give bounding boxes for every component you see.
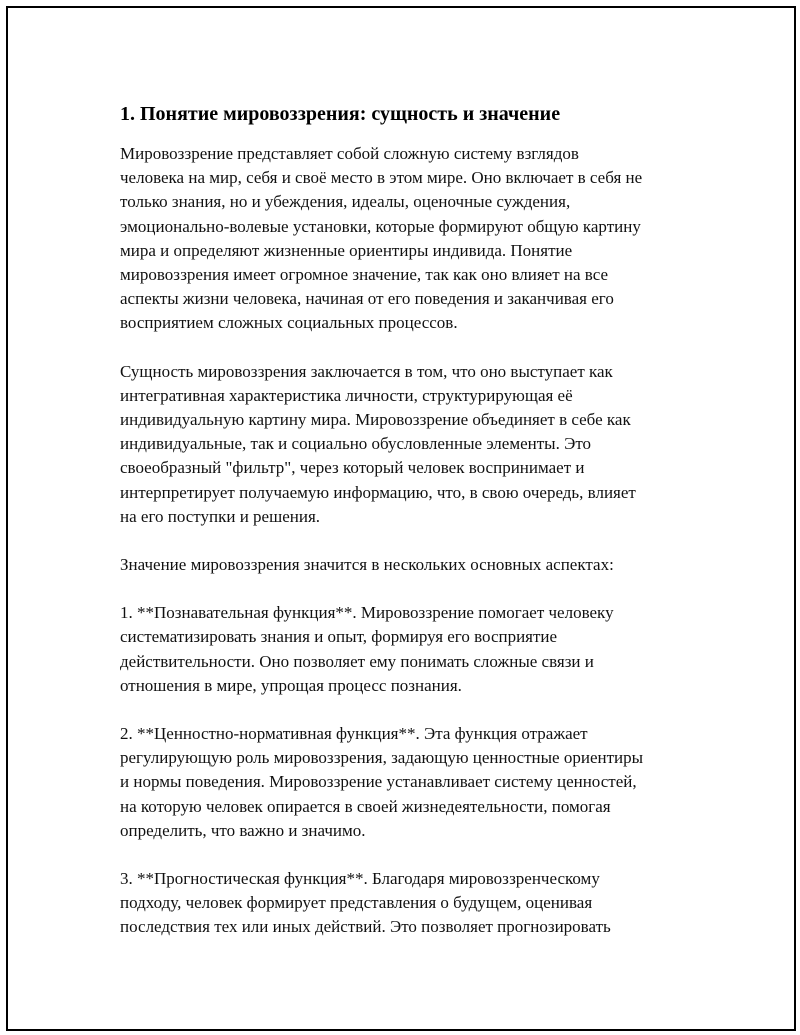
paragraph-list xyxy=(120,142,700,940)
text-line: и нормы поведения. Мировоззрение устанавливает систему ценностей, xyxy=(120,772,637,792)
text-line: эмоционально-волевые установки, которые формируют общую картину xyxy=(120,216,641,236)
text-line: систематизировать знания и опыт, формируя его восприятие xyxy=(120,627,558,647)
text-line: отношения в мире, упрощая процесс познания. xyxy=(120,675,462,695)
text-line: своеобразный "фильтр", через который человек воспринимает и xyxy=(120,458,585,478)
document-body xyxy=(120,102,700,964)
text-line: индивидуальные, так и социально обусловленные элементы. Это xyxy=(120,434,592,454)
text-line: Сущность мировоззрения заключается в том, что оно выступает как xyxy=(120,361,613,381)
text-line: действительности. Оно позволяет ему понимать сложные связи и xyxy=(120,651,594,671)
text-line: Значение мировоззрения значится в нескольких основных аспектах: xyxy=(120,555,614,575)
text-line: человека на мир, себя и своё место в этом мире. Оно включает в себя не xyxy=(120,168,643,188)
text-line: последствия тех или иных действий. Это позволяет прогнозировать xyxy=(120,917,611,937)
text-line: восприятием сложных социальных процессов. xyxy=(120,313,458,333)
text-line: интерпретирует получаемую информацию, что, в свою очередь, влияет xyxy=(120,482,636,502)
paragraph xyxy=(120,722,700,843)
text-line: интегративная характеристика личности, структурирующая её xyxy=(120,385,573,405)
text-line: Мировоззрение представляет собой сложную систему взглядов xyxy=(120,144,579,163)
paragraph xyxy=(120,553,700,577)
text-line: определить, что важно и значимо. xyxy=(120,820,366,840)
text-line: на его поступки и решения. xyxy=(120,506,321,526)
paragraph xyxy=(120,867,700,940)
text-line: только знания, но и убеждения, идеалы, оценочные суждения, xyxy=(120,192,571,212)
section-title: 1. Понятие мировоззрения: сущность и значение xyxy=(120,103,561,125)
document-page xyxy=(6,6,796,1031)
text-line: 1. **Познавательная функция**. Мировоззрение помогает человеку xyxy=(120,603,614,623)
paragraph xyxy=(120,142,700,336)
text-line: 2. **Ценностно-нормативная функция**. Эта функция отражает xyxy=(120,724,588,744)
text-line: индивидуальную картину мира. Мировоззрение объединяет в себе как xyxy=(120,410,631,430)
paragraph xyxy=(120,360,700,529)
paragraph xyxy=(120,601,700,698)
text-line: на которую человек опирается в своей жизнедеятельности, помогая xyxy=(120,796,611,816)
text-line: 3. **Прогностическая функция**. Благодаря мировоззренческому xyxy=(120,869,600,889)
text-line: аспекты жизни человека, начиная от его поведения и заканчивая его xyxy=(120,289,614,309)
text-line: подходу, человек формирует представления о будущем, оценивая xyxy=(120,893,593,913)
text-line: мира и определяют жизненные ориентиры индивида. Понятие xyxy=(120,240,573,260)
text-line: мировоззрения имеет огромное значение, так как оно влияет на все xyxy=(120,265,609,285)
text-line: регулирующую роль мировоззрения, задающую ценностные ориентиры xyxy=(120,748,644,768)
